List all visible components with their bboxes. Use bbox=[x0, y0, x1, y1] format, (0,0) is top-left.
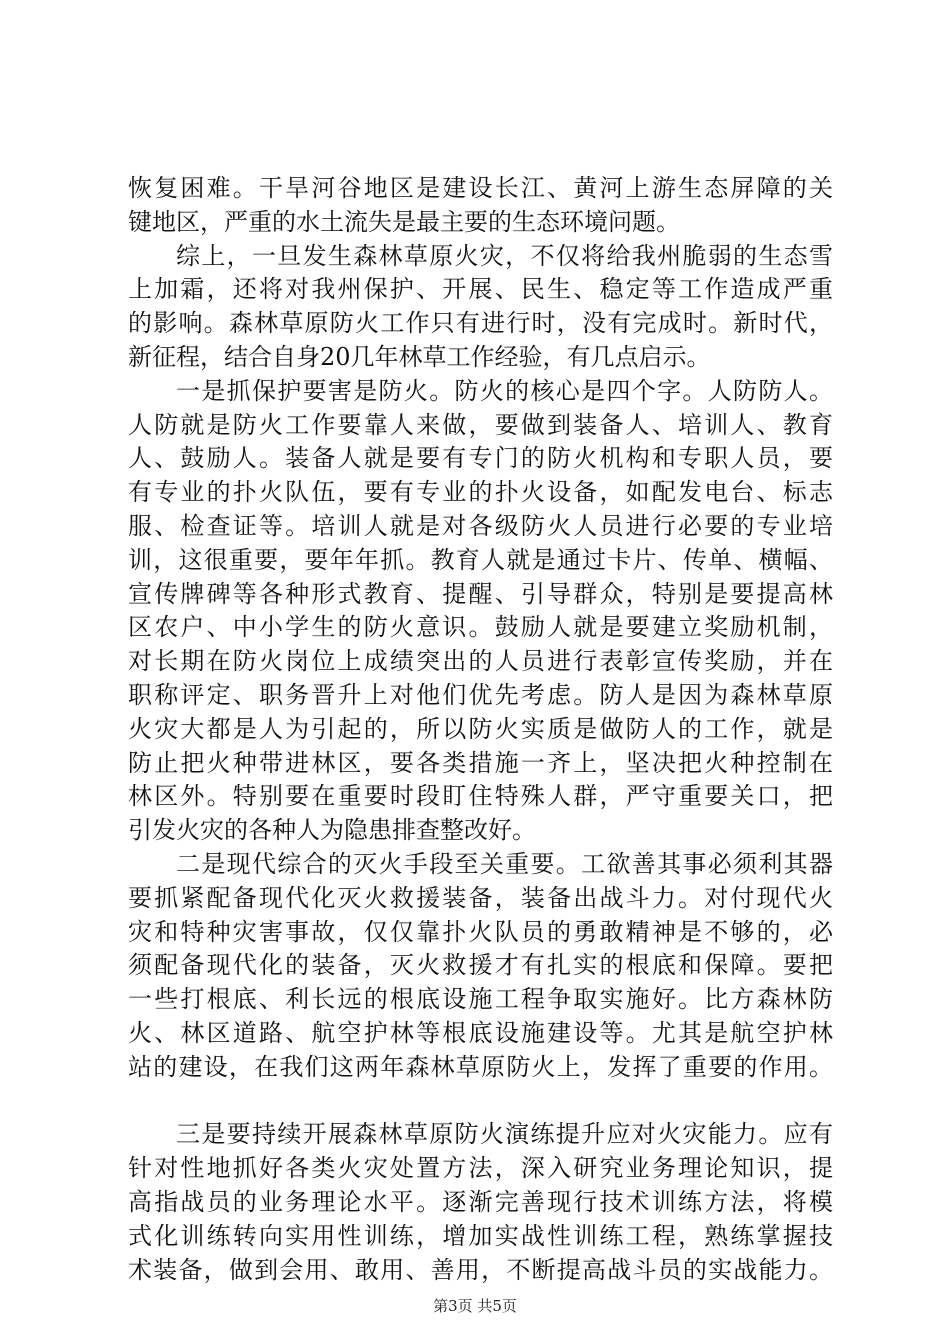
text-line: 服、检查证等。培训人就是对各级防火人员进行必要的专业培 bbox=[128, 511, 833, 540]
paragraph-5 bbox=[128, 1118, 833, 1287]
text-line: 一是抓保护要害是防火。防火的核心是四个字。人防防人。 bbox=[176, 376, 833, 405]
text-line: 引发火灾的各种人为隐患排查整改好。 bbox=[128, 816, 536, 845]
text-line: 人、鼓励人。装备人就是要有专门的防火机构和专职人员，要 bbox=[128, 444, 833, 473]
text-line: 高指战员的业务理论水平。逐渐完善现行技术训练方法，将模 bbox=[128, 1187, 833, 1216]
text-line: 人防就是防火工作要靠人来做，要做到装备人、培训人、教育 bbox=[128, 410, 833, 439]
text-line: 新征程，结合自身20几年林草工作经验，有几点启示。 bbox=[128, 342, 711, 371]
paragraph-3 bbox=[128, 375, 833, 848]
text-line: 式化训练转向实用性训练，增加实战性训练工程，熟练掌握技 bbox=[128, 1221, 833, 1250]
text-line: 有专业的扑火队伍，要有专业的扑火设备，如配发电台、标志 bbox=[128, 478, 833, 507]
text-line: 上加霜，还将对我州保护、开展、民生、稳定等工作造成严重 bbox=[128, 275, 833, 304]
text-line: 的影响。森林草原防火工作只有进行时，没有完成时。新时代， bbox=[128, 309, 833, 338]
text-line: 灾和特种灾害事故，仅仅靠扑火队员的勇敢精神是不够的，必 bbox=[128, 917, 833, 946]
text-line: 职称评定、职务晋升上对他们优先考虑。防人是因为森林草原 bbox=[128, 680, 833, 709]
text-line: 区农户、中小学生的防火意识。鼓励人就是要建立奖励机制， bbox=[128, 613, 833, 642]
text-line: 综上，一旦发生森林草原火灾，不仅将给我州脆弱的生态雪 bbox=[176, 241, 833, 270]
text-line: 火、林区道路、航空护林等根底设施建设等。尤其是航空护林 bbox=[128, 1018, 833, 1047]
text-line: 宣传牌碑等各种形式教育、提醒、引导群众，特别是要提高林 bbox=[128, 579, 833, 608]
text-line: 恢复困难。干旱河谷地区是建设长江、黄河上游生态屏障的关 bbox=[128, 174, 833, 202]
paragraph-1 bbox=[128, 172, 833, 240]
text-line: 站的建设，在我们这两年森林草原防火上，发挥了重要的作用。 bbox=[128, 1052, 833, 1081]
text-line: 要抓紧配备现代化灭火救援装备，装备出战斗力。对付现代火 bbox=[128, 883, 833, 912]
page-footer: 第3页 共5页 bbox=[433, 1297, 517, 1315]
text-line: 一些打根底、利长远的根底设施工程争取实施好。比方森林防 bbox=[128, 985, 833, 1014]
text-line: 针对性地抓好各类火灾处置方法，深入研究业务理论知识，提 bbox=[128, 1154, 833, 1183]
text-line: 训，这很重要，要年年抓。教育人就是通过卡片、传单、横幅、 bbox=[128, 545, 833, 574]
text-line: 三是要持续开展森林草原防火演练提升应对火灾能力。应有 bbox=[176, 1120, 833, 1149]
paragraph-4 bbox=[128, 848, 833, 1085]
text-line: 防止把火种带进林区，要各类措施一齐上，坚决把火种控制在 bbox=[128, 748, 833, 777]
text-line: 对长期在防火岗位上成绩突出的人员进行表彰宣传奖励，并在 bbox=[128, 647, 833, 676]
paragraph-spacer bbox=[128, 1085, 833, 1119]
document-body bbox=[128, 172, 833, 1287]
text-line: 二是现代综合的灭火手段至关重要。工欲善其事必须利其器 bbox=[176, 849, 833, 878]
text-line: 须配备现代化的装备，灭火救援才有扎实的根底和保障。要把 bbox=[128, 951, 833, 980]
text-line: 术装备，做到会用、敢用、善用，不断提高战斗员的实战能力。 bbox=[128, 1255, 833, 1284]
text-line: 火灾大都是人为引起的，所以防火实质是做防人的工作，就是 bbox=[128, 714, 833, 743]
text-line: 键地区，严重的水土流失是最主要的生态环境问题。 bbox=[128, 207, 680, 236]
paragraph-2 bbox=[128, 240, 833, 375]
text-line: 林区外。特别要在重要时段盯住特殊人群，严守重要关口，把 bbox=[128, 782, 833, 811]
